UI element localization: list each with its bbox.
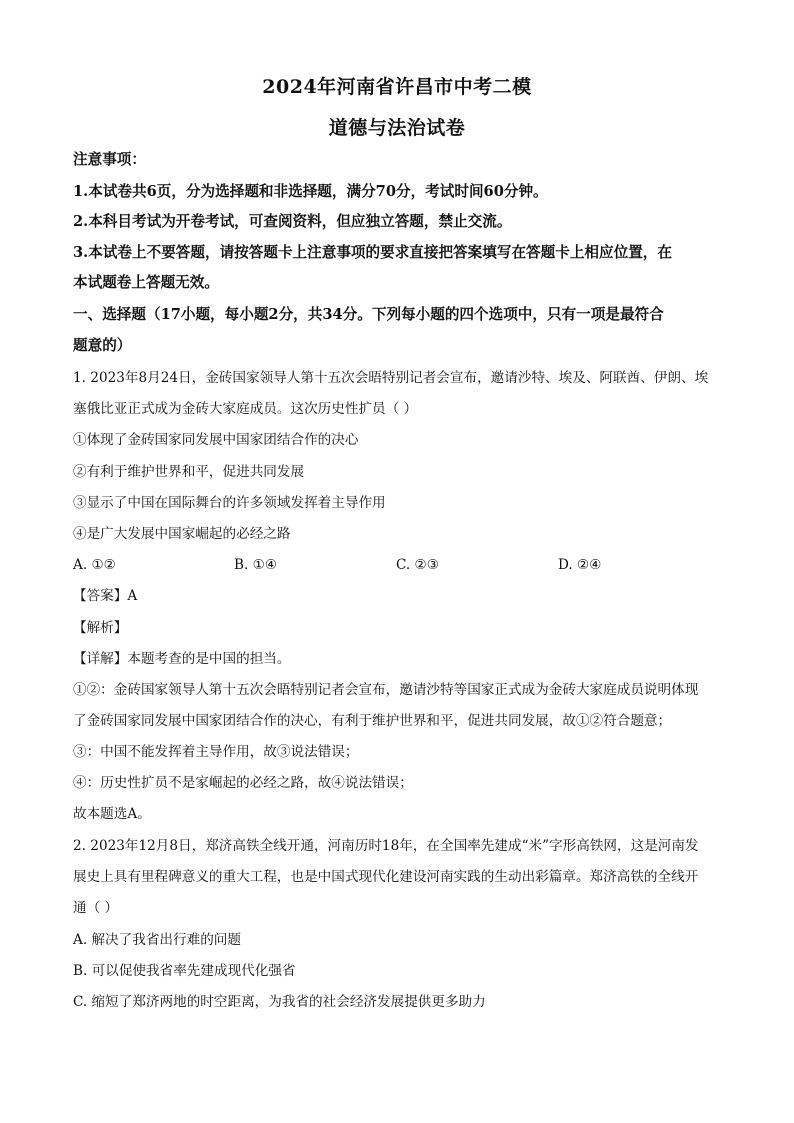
q1-detail: 【详解】本题考查的是中国的担当。 bbox=[73, 651, 291, 667]
notice-heading: 注意事项： bbox=[73, 151, 146, 168]
q1-explanation-1-line-2: 了金砖国家同发展中国家团结合作的决心，有利于维护世界和平，促进共同发展，故①②符合题意； bbox=[73, 713, 672, 729]
notice-item-3-line-1: 3.本试卷上不要答题，请按答题卡上注意事项的要求直接把答案填写在答题卡上相应位置，在 bbox=[73, 244, 672, 261]
q1-option-d: D. ②④ bbox=[558, 557, 602, 573]
q2-option-b: B. 可以促使我省率先建成现代化强省 bbox=[73, 963, 296, 979]
q1-option-a: A. ①② bbox=[73, 557, 116, 573]
q2-option-c: C. 缩短了郑济两地的时空距离，为我省的社会经济发展提供更多助力 bbox=[73, 994, 486, 1010]
q1-analysis-label: 【解析】 bbox=[73, 620, 128, 636]
q1-explanation-3: ④：历史性扩员不是家崛起的必经之路，故④说法错误； bbox=[73, 775, 413, 791]
q2-stem-line-1: 2. 2023年12月8日，郑济高铁全线开通，河南历时18年，在全国率先建成“米”字形高铁网，这是河南发 bbox=[73, 838, 699, 854]
q2-stem-line-3: 通（ ） bbox=[73, 900, 119, 916]
q1-statement-3: ③显示了中国在国际舞台的许多领域发挥着主导作用 bbox=[73, 495, 386, 511]
notice-item-2: 2.本科目考试为开卷考试，可查阅资料，但应独立答题，禁止交流。 bbox=[73, 213, 512, 230]
notice-item-1: 1.本试卷共6页，分为选择题和非选择题，满分70分，考试时间60分钟。 bbox=[73, 183, 548, 200]
notice-item-3-line-2: 本试题卷上答题无效。 bbox=[73, 274, 219, 291]
q1-stem-line-2: 塞俄比亚正式成为金砖大家庭成员。这次历史性扩员（ ） bbox=[73, 401, 418, 417]
q1-explanation-1-line-1: ①②：金砖国家领导人第十五次会晤特别记者会宣布，邀请沙特等国家正式成为金砖大家庭成员说明体现 bbox=[73, 682, 699, 698]
q1-explanation-2: ③：中国不能发挥着主导作用，故③说法错误； bbox=[73, 744, 359, 760]
q2-stem-line-2: 展史上具有里程碑意义的重大工程，也是中国式现代化建设河南实践的生动出彩篇章。郑济高铁的全线开 bbox=[73, 869, 699, 885]
section-heading-line-2: 题意的） bbox=[73, 337, 132, 354]
exam-subtitle: 道德与法治试卷 bbox=[328, 117, 466, 139]
q1-option-c: C. ②③ bbox=[396, 557, 439, 573]
q2-option-a: A. 解决了我省出行难的问题 bbox=[73, 932, 241, 948]
q1-statement-4: ④是广大发展中国家崛起的必经之路 bbox=[73, 526, 291, 542]
q1-stem-line-1: 1. 2023年8月24日，金砖国家领导人第十五次会晤特别记者会宣布，邀请沙特、埃及、阿联酋、伊朗、埃 bbox=[73, 370, 709, 386]
q1-answer: 【答案】A bbox=[73, 588, 138, 604]
section-heading-line-1: 一、选择题（17小题，每小题2分，共34分。下列每小题的四个选项中，只有一项是最符合 bbox=[73, 306, 664, 323]
q1-option-b: B. ①④ bbox=[234, 557, 278, 573]
q1-statement-2: ②有利于维护世界和平，促进共同发展 bbox=[73, 464, 305, 480]
q1-conclusion: 故本题选A。 bbox=[73, 806, 151, 822]
exam-title: 2024年河南省许昌市中考二模 bbox=[262, 76, 532, 98]
q1-statement-1: ①体现了金砖国家同发展中国家团结合作的决心 bbox=[73, 432, 359, 448]
